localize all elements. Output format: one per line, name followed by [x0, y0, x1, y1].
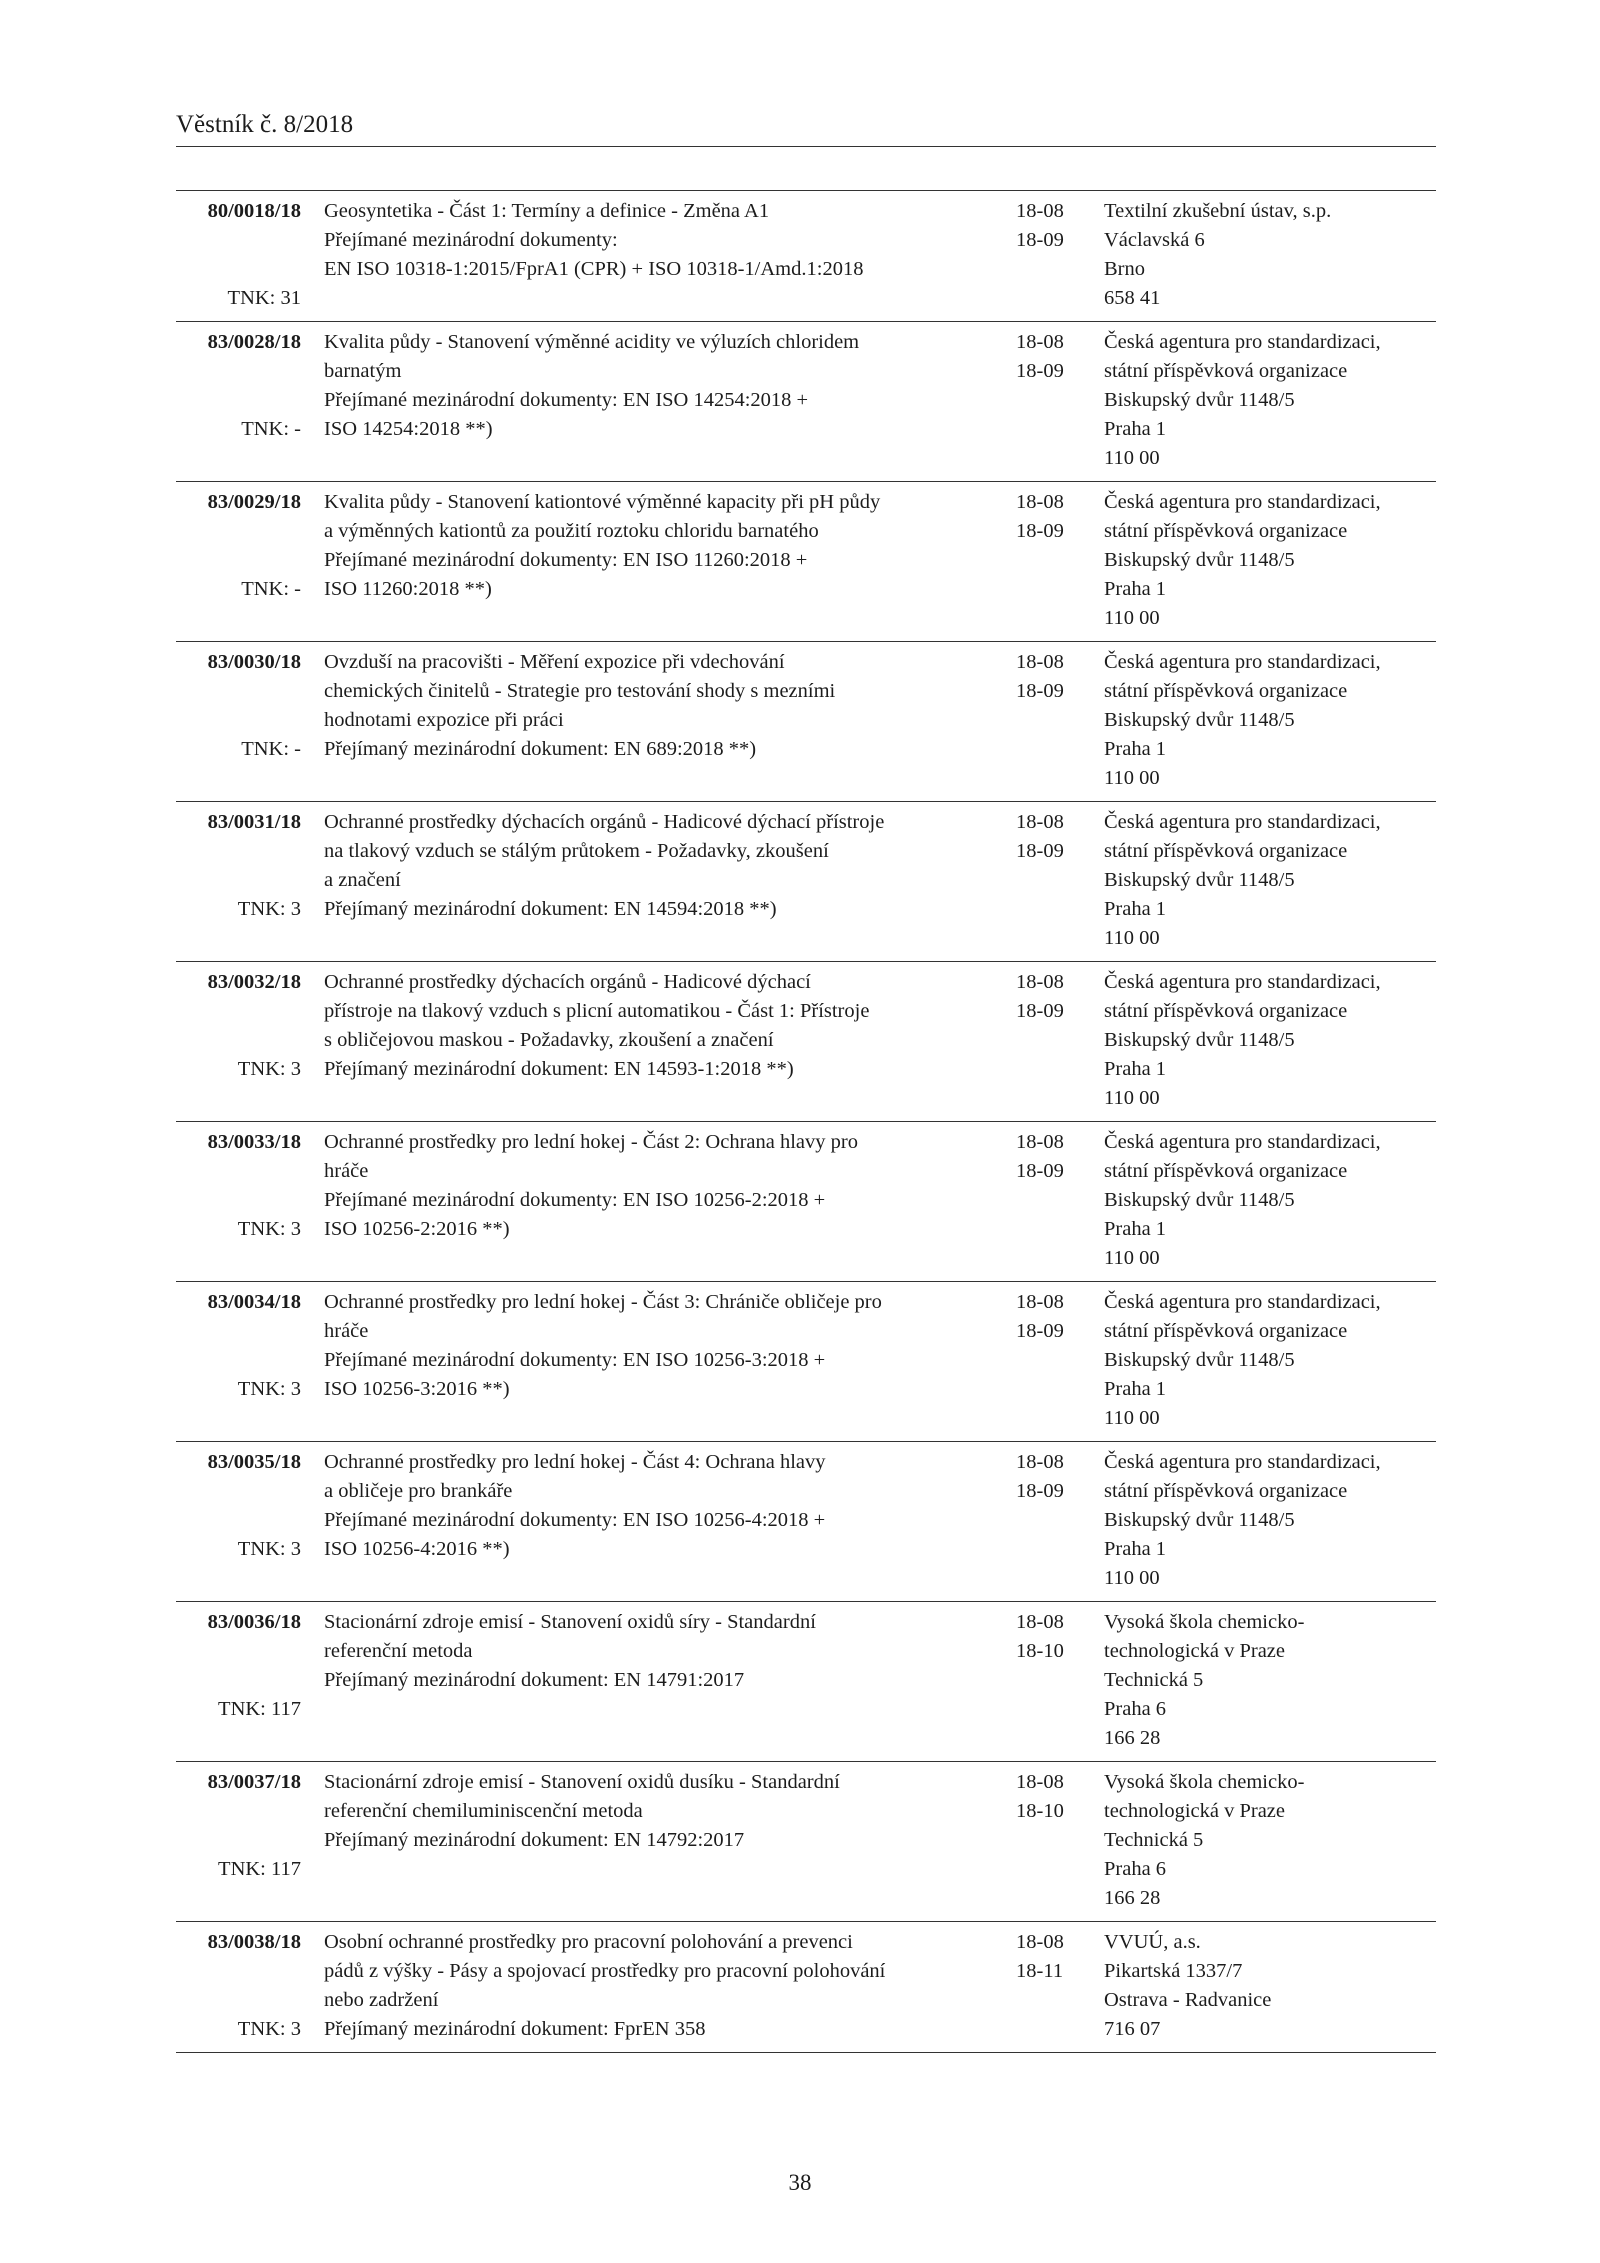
- table-row: [176, 1441, 1436, 1601]
- title-line: Ochranné prostředky dýchacích orgánů - Hadicové dýchací přístroje: [324, 811, 885, 833]
- organization-line: Biskupský dvůr 1148/5: [1104, 389, 1295, 411]
- document-title: [301, 1448, 1014, 1593]
- processing-organization: [1104, 1928, 1434, 2044]
- date-line: 18-08: [1016, 1611, 1064, 1633]
- table-row: [176, 1601, 1436, 1761]
- organization-line: 716 07: [1104, 2018, 1161, 2040]
- document-title: [301, 1928, 1014, 2044]
- date-line: 18-09: [1016, 229, 1064, 251]
- organization-line: 166 28: [1104, 1727, 1161, 1749]
- table-row: [176, 801, 1436, 961]
- comment-dates: [1016, 1608, 1081, 1753]
- organization-line: Vysoká škola chemicko-: [1104, 1771, 1305, 1793]
- document-title: [301, 197, 1014, 313]
- title-line: chemických činitelů - Strategie pro testování shody s mezními: [324, 680, 836, 702]
- organization-line: Technická 5: [1104, 1669, 1204, 1691]
- comment-dates: [1016, 808, 1081, 953]
- tnk-label: TNK: 3: [237, 1058, 301, 1080]
- organization-line: Praha 1: [1104, 1538, 1167, 1560]
- title-line: ISO 10256-2:2016 **): [324, 1218, 510, 1240]
- date-line: 18-08: [1016, 1931, 1064, 1953]
- organization-line: Česká agentura pro standardizaci,: [1104, 651, 1381, 673]
- document-number: 83/0030/18: [207, 651, 301, 673]
- organization-line: Praha 1: [1104, 1058, 1167, 1080]
- title-line: Přejímané mezinárodní dokumenty:: [324, 229, 618, 251]
- organization-line: státní příspěvková organizace: [1104, 1480, 1348, 1502]
- organization-line: 658 41: [1104, 287, 1161, 309]
- date-line: 18-10: [1016, 1800, 1064, 1822]
- table-row: [176, 641, 1436, 801]
- processing-organization: [1104, 648, 1434, 793]
- processing-organization: [1104, 328, 1434, 473]
- date-line: 18-08: [1016, 331, 1064, 353]
- title-line: Stacionární zdroje emisí - Stanovení oxidů síry - Standardní: [324, 1611, 816, 1633]
- title-line: Přejímané mezinárodní dokumenty: EN ISO 10256-2:2018 +: [324, 1189, 826, 1211]
- organization-line: Brno: [1104, 258, 1145, 280]
- organization-line: Václavská 6: [1104, 229, 1205, 251]
- title-line: Přejímaný mezinárodní dokument: EN 14792:2017: [324, 1829, 745, 1851]
- organization-line: 110 00: [1104, 1407, 1160, 1429]
- organization-line: Biskupský dvůr 1148/5: [1104, 549, 1295, 571]
- title-line: na tlakový vzduch se stálým průtokem - Požadavky, zkoušení: [324, 840, 829, 862]
- standards-table: [176, 190, 1436, 2053]
- table-row: [176, 481, 1436, 641]
- organization-line: státní příspěvková organizace: [1104, 520, 1348, 542]
- document-number: 83/0035/18: [207, 1451, 301, 1473]
- organization-line: 110 00: [1104, 767, 1160, 789]
- comment-dates: [1016, 197, 1081, 313]
- title-line: Geosyntetika - Část 1: Termíny a definice - Změna A1: [324, 200, 770, 222]
- document-title: [301, 488, 1014, 633]
- organization-line: 110 00: [1104, 447, 1160, 469]
- table-row: [176, 191, 1436, 321]
- date-line: 18-08: [1016, 200, 1064, 222]
- title-line: ISO 10256-4:2016 **): [324, 1538, 510, 1560]
- title-line: Ochranné prostředky pro lední hokej - Část 2: Ochrana hlavy pro: [324, 1131, 858, 1153]
- organization-line: státní příspěvková organizace: [1104, 1000, 1348, 1022]
- title-line: nebo zadržení: [324, 1989, 439, 2011]
- organization-line: státní příspěvková organizace: [1104, 840, 1348, 862]
- title-line: Přejímané mezinárodní dokumenty: EN ISO 10256-3:2018 +: [324, 1349, 826, 1371]
- processing-organization: [1104, 1128, 1434, 1273]
- tnk-label: TNK: 3: [237, 898, 301, 920]
- date-line: 18-09: [1016, 1320, 1064, 1342]
- organization-line: 166 28: [1104, 1887, 1161, 1909]
- document-number: 83/0038/18: [207, 1931, 301, 1953]
- page-number: 38: [788, 2170, 812, 2195]
- table-row: [176, 1921, 1436, 2052]
- organization-line: Praha 6: [1104, 1858, 1167, 1880]
- title-line: s obličejovou maskou - Požadavky, zkoušení a značení: [324, 1029, 774, 1051]
- organization-line: Biskupský dvůr 1148/5: [1104, 1509, 1295, 1531]
- organization-line: Praha 1: [1104, 898, 1167, 920]
- title-line: a výměnných kationtů za použití roztoku chloridu barnatého: [324, 520, 819, 542]
- organization-line: technologická v Praze: [1104, 1640, 1286, 1662]
- title-line: Přejímaný mezinárodní dokument: EN 14593-1:2018 **): [324, 1058, 794, 1080]
- date-line: 18-09: [1016, 1480, 1064, 1502]
- organization-line: Praha 6: [1104, 1698, 1167, 1720]
- date-line: 18-09: [1016, 680, 1064, 702]
- document-title: [301, 1768, 1014, 1913]
- organization-line: Česká agentura pro standardizaci,: [1104, 1131, 1381, 1153]
- title-line: Přejímaný mezinárodní dokument: EN 14791:2017: [324, 1669, 745, 1691]
- organization-line: státní příspěvková organizace: [1104, 1160, 1348, 1182]
- organization-line: technologická v Praze: [1104, 1800, 1286, 1822]
- title-line: ISO 11260:2018 **): [324, 578, 492, 600]
- table-row: [176, 1281, 1436, 1441]
- title-line: Přejímaný mezinárodní dokument: FprEN 358: [324, 2018, 706, 2040]
- processing-organization: [1104, 1608, 1434, 1753]
- title-line: a obličeje pro brankáře: [324, 1480, 513, 1502]
- header-divider: [176, 146, 1436, 147]
- date-line: 18-10: [1016, 1640, 1064, 1662]
- organization-line: Textilní zkušební ústav, s.p.: [1104, 200, 1332, 222]
- processing-organization: [1104, 197, 1434, 313]
- title-line: barnatým: [324, 360, 402, 382]
- date-line: 18-08: [1016, 1291, 1064, 1313]
- tnk-label: TNK: -: [241, 738, 301, 760]
- title-line: a značení: [324, 869, 401, 891]
- organization-line: 110 00: [1104, 1087, 1160, 1109]
- title-line: Kvalita půdy - Stanovení kationtové výměnné kapacity při pH půdy: [324, 491, 881, 513]
- date-line: 18-09: [1016, 1000, 1064, 1022]
- date-line: 18-08: [1016, 1451, 1064, 1473]
- title-line: Přejímané mezinárodní dokumenty: EN ISO 10256-4:2018 +: [324, 1509, 826, 1531]
- organization-line: Technická 5: [1104, 1829, 1204, 1851]
- organization-line: Praha 1: [1104, 418, 1167, 440]
- title-line: EN ISO 10318-1:2015/FprA1 (CPR) + ISO 10318-1/Amd.1:2018: [324, 258, 864, 280]
- document-number: 83/0034/18: [207, 1291, 301, 1313]
- title-line: Přejímané mezinárodní dokumenty: EN ISO 14254:2018 +: [324, 389, 809, 411]
- title-line: referenční chemiluminiscenční metoda: [324, 1800, 643, 1822]
- date-line: 18-08: [1016, 811, 1064, 833]
- tnk-label: TNK: 3: [237, 1378, 301, 1400]
- comment-dates: [1016, 1128, 1081, 1273]
- document-title: [301, 968, 1014, 1113]
- processing-organization: [1104, 808, 1434, 953]
- document-number: 83/0033/18: [207, 1131, 301, 1153]
- processing-organization: [1104, 968, 1434, 1113]
- title-line: Přejímaný mezinárodní dokument: EN 14594:2018 **): [324, 898, 777, 920]
- organization-line: Česká agentura pro standardizaci,: [1104, 1291, 1381, 1313]
- date-line: 18-08: [1016, 1131, 1064, 1153]
- document-number: 80/0018/18: [207, 200, 301, 222]
- processing-organization: [1104, 1768, 1434, 1913]
- organization-line: 110 00: [1104, 1567, 1160, 1589]
- organization-line: Česká agentura pro standardizaci,: [1104, 1451, 1381, 1473]
- date-line: 18-08: [1016, 491, 1064, 513]
- tnk-label: TNK: 3: [237, 1538, 301, 1560]
- tnk-label: TNK: 3: [237, 1218, 301, 1240]
- organization-line: Biskupský dvůr 1148/5: [1104, 1189, 1295, 1211]
- tnk-label: TNK: 31: [227, 287, 301, 309]
- title-line: ISO 14254:2018 **): [324, 418, 493, 440]
- processing-organization: [1104, 1448, 1434, 1593]
- document-title: [301, 648, 1014, 793]
- title-line: přístroje na tlakový vzduch s plicní automatikou - Část 1: Přístroje: [324, 1000, 870, 1022]
- table-row: [176, 1761, 1436, 1921]
- date-line: 18-09: [1016, 1160, 1064, 1182]
- document-number: 83/0029/18: [207, 491, 301, 513]
- tnk-label: TNK: -: [241, 578, 301, 600]
- tnk-label: TNK: -: [241, 418, 301, 440]
- organization-line: Česká agentura pro standardizaci,: [1104, 331, 1381, 353]
- document-number: 83/0031/18: [207, 811, 301, 833]
- organization-line: Biskupský dvůr 1148/5: [1104, 1029, 1295, 1051]
- organization-line: Česká agentura pro standardizaci,: [1104, 811, 1381, 833]
- document-number: 83/0028/18: [207, 331, 301, 353]
- tnk-label: TNK: 117: [218, 1858, 301, 1880]
- organization-line: Ostrava - Radvanice: [1104, 1989, 1272, 2011]
- tnk-label: TNK: 117: [218, 1698, 301, 1720]
- title-line: Přejímané mezinárodní dokumenty: EN ISO 11260:2018 +: [324, 549, 808, 571]
- page-header: Věstník č. 8/2018: [176, 111, 354, 138]
- document-number: 83/0037/18: [207, 1771, 301, 1793]
- document-number: 83/0032/18: [207, 971, 301, 993]
- date-line: 18-09: [1016, 360, 1064, 382]
- document-title: [301, 808, 1014, 953]
- comment-dates: [1016, 1448, 1081, 1593]
- organization-line: Česká agentura pro standardizaci,: [1104, 491, 1381, 513]
- title-line: pádů z výšky - Pásy a spojovací prostředky pro pracovní polohování: [324, 1960, 886, 1982]
- document-title: [301, 1288, 1014, 1433]
- date-line: 18-08: [1016, 1771, 1064, 1793]
- document-number: 83/0036/18: [207, 1611, 301, 1633]
- date-line: 18-09: [1016, 520, 1064, 542]
- document-title: [301, 1608, 1014, 1753]
- organization-line: Praha 1: [1104, 738, 1167, 760]
- comment-dates: [1016, 648, 1081, 793]
- comment-dates: [1016, 1768, 1081, 1913]
- organization-line: Biskupský dvůr 1148/5: [1104, 709, 1295, 731]
- title-line: hodnotami expozice při práci: [324, 709, 564, 731]
- processing-organization: [1104, 1288, 1434, 1433]
- document-title: [301, 328, 1014, 473]
- organization-line: Praha 1: [1104, 1218, 1167, 1240]
- comment-dates: [1016, 488, 1081, 633]
- organization-line: státní příspěvková organizace: [1104, 680, 1348, 702]
- title-line: Kvalita půdy - Stanovení výměnné acidity ve výluzích chloridem: [324, 331, 860, 353]
- table-row: [176, 321, 1436, 481]
- processing-organization: [1104, 488, 1434, 633]
- title-line: Přejímaný mezinárodní dokument: EN 689:2018 **): [324, 738, 757, 760]
- comment-dates: [1016, 328, 1081, 473]
- organization-line: Praha 1: [1104, 578, 1167, 600]
- comment-dates: [1016, 968, 1081, 1113]
- title-line: referenční metoda: [324, 1640, 473, 1662]
- tnk-label: TNK: 3: [237, 2018, 301, 2040]
- title-line: hráče: [324, 1320, 369, 1342]
- organization-line: Pikartská 1337/7: [1104, 1960, 1243, 1982]
- comment-dates: [1016, 1288, 1081, 1433]
- date-line: 18-11: [1016, 1960, 1064, 1982]
- document-title: [301, 1128, 1014, 1273]
- date-line: 18-08: [1016, 651, 1064, 673]
- organization-line: 110 00: [1104, 1247, 1160, 1269]
- title-line: Ovzduší na pracovišti - Měření expozice při vdechování: [324, 651, 785, 673]
- title-line: Ochranné prostředky dýchacích orgánů - Hadicové dýchací: [324, 971, 811, 993]
- organization-line: Vysoká škola chemicko-: [1104, 1611, 1305, 1633]
- title-line: ISO 10256-3:2016 **): [324, 1378, 510, 1400]
- organization-line: státní příspěvková organizace: [1104, 360, 1348, 382]
- title-line: Ochranné prostředky pro lední hokej - Část 3: Chrániče obličeje pro: [324, 1291, 882, 1313]
- table-row: [176, 1121, 1436, 1281]
- comment-dates: [1016, 1928, 1081, 2044]
- organization-line: 110 00: [1104, 607, 1160, 629]
- organization-line: státní příspěvková organizace: [1104, 1320, 1348, 1342]
- date-line: 18-09: [1016, 840, 1064, 862]
- organization-line: Česká agentura pro standardizaci,: [1104, 971, 1381, 993]
- title-line: Ochranné prostředky pro lední hokej - Část 4: Ochrana hlavy: [324, 1451, 826, 1473]
- title-line: Osobní ochranné prostředky pro pracovní polohování a prevenci: [324, 1931, 853, 1953]
- organization-line: Biskupský dvůr 1148/5: [1104, 1349, 1295, 1371]
- organization-line: 110 00: [1104, 927, 1160, 949]
- table-row: [176, 961, 1436, 1121]
- organization-line: Biskupský dvůr 1148/5: [1104, 869, 1295, 891]
- title-line: Stacionární zdroje emisí - Stanovení oxidů dusíku - Standardní: [324, 1771, 840, 1793]
- date-line: 18-08: [1016, 971, 1064, 993]
- organization-line: Praha 1: [1104, 1378, 1167, 1400]
- title-line: hráče: [324, 1160, 369, 1182]
- organization-line: VVUÚ, a.s.: [1104, 1931, 1201, 1953]
